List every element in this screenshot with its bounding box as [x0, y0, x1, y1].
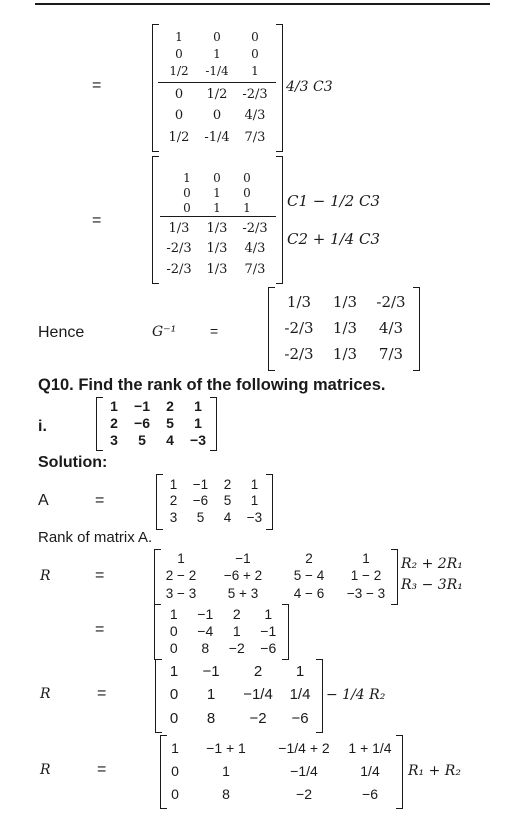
cell: 1	[251, 64, 259, 79]
cell: 1	[250, 476, 259, 492]
step1-label: R	[40, 568, 51, 584]
cell: −1 + 1	[206, 739, 246, 756]
block2-divider	[160, 216, 276, 217]
rank-text: Rank of matrix A.	[38, 529, 153, 546]
cell: −3	[246, 510, 263, 526]
cell: 0	[169, 640, 178, 657]
cell: 3	[110, 431, 118, 448]
cell: -2/3	[242, 87, 268, 103]
cell: -1/4	[205, 64, 229, 79]
cell: 0	[213, 29, 221, 44]
step3-equals: =	[97, 685, 107, 702]
cell: −2	[228, 640, 245, 657]
cell: -2/3	[376, 293, 406, 311]
step1-grid	[156, 550, 394, 602]
cell: −1/4	[243, 686, 273, 704]
cell: 4	[166, 431, 174, 448]
cell: 3	[169, 510, 178, 526]
cell: 2	[232, 605, 241, 622]
cell: 5 + 3	[227, 585, 259, 601]
cell: −1	[197, 605, 214, 622]
cell: 4	[223, 510, 232, 526]
cell: 1	[250, 493, 259, 509]
cell: 7/3	[244, 129, 266, 145]
cell: 5	[223, 493, 232, 509]
cell: -2/3	[284, 319, 314, 337]
cell: 0	[243, 185, 251, 200]
a-grid	[160, 476, 268, 526]
cell: 4/3	[244, 108, 266, 124]
block2-left-bracket	[152, 156, 159, 284]
cell: −2	[249, 709, 267, 727]
step1-operation-1: R₂ + 2R₁	[401, 556, 463, 572]
cell: 1/2	[169, 64, 189, 79]
cell: 0	[174, 87, 184, 103]
block1-left-bracket	[152, 24, 159, 152]
question-heading: Q10. Find the rank of the following matrices.	[38, 376, 386, 394]
cell: −6	[192, 493, 209, 509]
cell: 1/3	[206, 262, 228, 278]
cell: -2/3	[284, 345, 314, 363]
cell: 1	[171, 739, 179, 756]
step4-equals: =	[97, 761, 107, 778]
cell: −3	[190, 431, 206, 448]
block1-right-bracket	[276, 24, 283, 152]
inverse-grid	[276, 289, 414, 367]
cell: 1 − 2	[350, 568, 382, 584]
cell: 0	[175, 46, 183, 61]
cell: −1/4 + 2	[278, 739, 330, 756]
step1-equals: =	[95, 567, 105, 584]
cell: 2	[169, 493, 178, 509]
part-grid	[100, 398, 212, 448]
cell: 7/3	[378, 345, 404, 363]
block2-operation-2: C2 + 1/4 C3	[287, 230, 381, 248]
cell: −2	[296, 786, 312, 803]
inverse-right-bracket	[413, 287, 420, 371]
cell: 0	[213, 170, 221, 185]
step4-operation: R₁ + R₂	[408, 763, 461, 779]
cell: 4/3	[244, 241, 266, 257]
cell: −6 + 2	[223, 568, 263, 584]
cell: 1	[183, 170, 191, 185]
cell: 1/3	[206, 220, 228, 236]
cell: 1	[177, 551, 185, 567]
cell: −6	[260, 640, 277, 657]
cell: 1	[169, 476, 178, 492]
hence-equals: =	[210, 323, 219, 339]
cell: 0	[243, 170, 251, 185]
block1-equals: =	[92, 77, 102, 94]
cell: 3 − 3	[165, 585, 197, 601]
block1-divider	[158, 82, 276, 83]
cell: −1/4	[290, 762, 318, 779]
block2-operation-1: C1 − 1/2 C3	[287, 192, 381, 210]
cell: 1	[194, 398, 202, 415]
cell: 5	[196, 510, 205, 526]
cell: −1	[260, 622, 277, 639]
cell: 0	[169, 622, 178, 639]
cell: 1	[243, 201, 251, 216]
cell: 1	[232, 622, 241, 639]
block2-right-bracket	[276, 156, 283, 284]
cell: 4 − 6	[293, 585, 325, 601]
solution-heading: Solution:	[38, 454, 108, 471]
cell: 1/3	[332, 319, 358, 337]
cell: 1	[295, 663, 305, 681]
cell: 1/3	[332, 293, 358, 311]
cell: 1/3	[206, 241, 228, 257]
block1-operation: 4/3 C3	[286, 79, 333, 95]
cell: 5 − 4	[293, 568, 325, 584]
cell: 1/2	[206, 87, 228, 103]
cell: 2	[110, 414, 118, 431]
cell: 1	[362, 551, 370, 567]
inverse-variable: G⁻¹	[152, 324, 177, 340]
step2-grid	[158, 605, 284, 657]
cell: 1/3	[286, 293, 312, 311]
cell: −1	[202, 663, 220, 681]
cell: −6	[362, 786, 378, 803]
cell: 2	[223, 476, 232, 492]
cell: 1/4	[289, 686, 311, 704]
cell: -1/4	[204, 129, 230, 145]
cell: 0	[174, 108, 184, 124]
cell: 1	[213, 185, 221, 200]
cell: 1	[194, 414, 202, 431]
cell: 1	[175, 29, 183, 44]
cell: 1	[264, 605, 273, 622]
block2-equals: =	[92, 212, 102, 229]
cell: 7/3	[244, 262, 266, 278]
cell: 0	[183, 201, 191, 216]
cell: 1/3	[332, 345, 358, 363]
cell: 2	[166, 398, 174, 415]
step3-operation: − 1/4 R₂	[326, 687, 386, 703]
hence-label: Hence	[38, 324, 85, 341]
cell: 0	[171, 762, 179, 779]
block1-bottom-grid	[160, 84, 274, 148]
cell: -2/3	[166, 262, 192, 278]
a-label: A	[38, 492, 49, 509]
cell: 0	[251, 29, 259, 44]
inverse-left-bracket	[268, 287, 275, 371]
cell: 8	[206, 709, 216, 727]
block2-bottom-grid	[160, 218, 274, 280]
cell: 5	[138, 431, 146, 448]
cell: −3 − 3	[346, 585, 386, 601]
cell: −1	[235, 551, 251, 567]
cell: -2/3	[166, 241, 192, 257]
block2-top-grid	[172, 170, 262, 216]
cell: 0	[251, 46, 259, 61]
cell: 1	[206, 686, 216, 704]
part-label: i.	[38, 418, 47, 435]
step3-label: R	[40, 686, 51, 702]
cell: 0	[183, 185, 191, 200]
cell: 1	[213, 201, 221, 216]
cell: 8	[201, 640, 210, 657]
cell: 1	[169, 663, 179, 681]
step1-operation-2: R₃ − 3R₁	[401, 577, 463, 593]
cell: 4/3	[378, 319, 404, 337]
a-equals: =	[95, 492, 105, 509]
cell: 1/2	[168, 129, 190, 145]
step3-grid	[160, 660, 318, 730]
cell: 0	[169, 686, 179, 704]
step2-equals: =	[95, 621, 105, 638]
cell: −1	[134, 398, 150, 415]
cell: 1/3	[168, 220, 190, 236]
cell: 1 + 1/4	[348, 739, 392, 756]
cell: 1	[222, 762, 230, 779]
cell: 5	[166, 414, 174, 431]
cell: −1	[192, 476, 209, 492]
step4-grid	[164, 736, 398, 806]
cell: 2	[305, 551, 313, 567]
top-rule	[35, 3, 490, 5]
cell: 1	[213, 46, 221, 61]
step4-label: R	[40, 762, 51, 778]
cell: 1	[110, 398, 118, 415]
cell: 2 − 2	[165, 568, 197, 584]
cell: 1	[169, 605, 178, 622]
cell: -2/3	[242, 220, 268, 236]
cell: 8	[222, 786, 230, 803]
cell: 0	[171, 786, 179, 803]
block1-top-grid	[160, 28, 274, 80]
cell: 0	[169, 709, 179, 727]
cell: 2	[253, 663, 263, 681]
cell: −6	[134, 414, 150, 431]
cell: −4	[197, 622, 214, 639]
cell: 0	[212, 108, 222, 124]
cell: −6	[291, 709, 309, 727]
cell: 1/4	[360, 762, 380, 779]
